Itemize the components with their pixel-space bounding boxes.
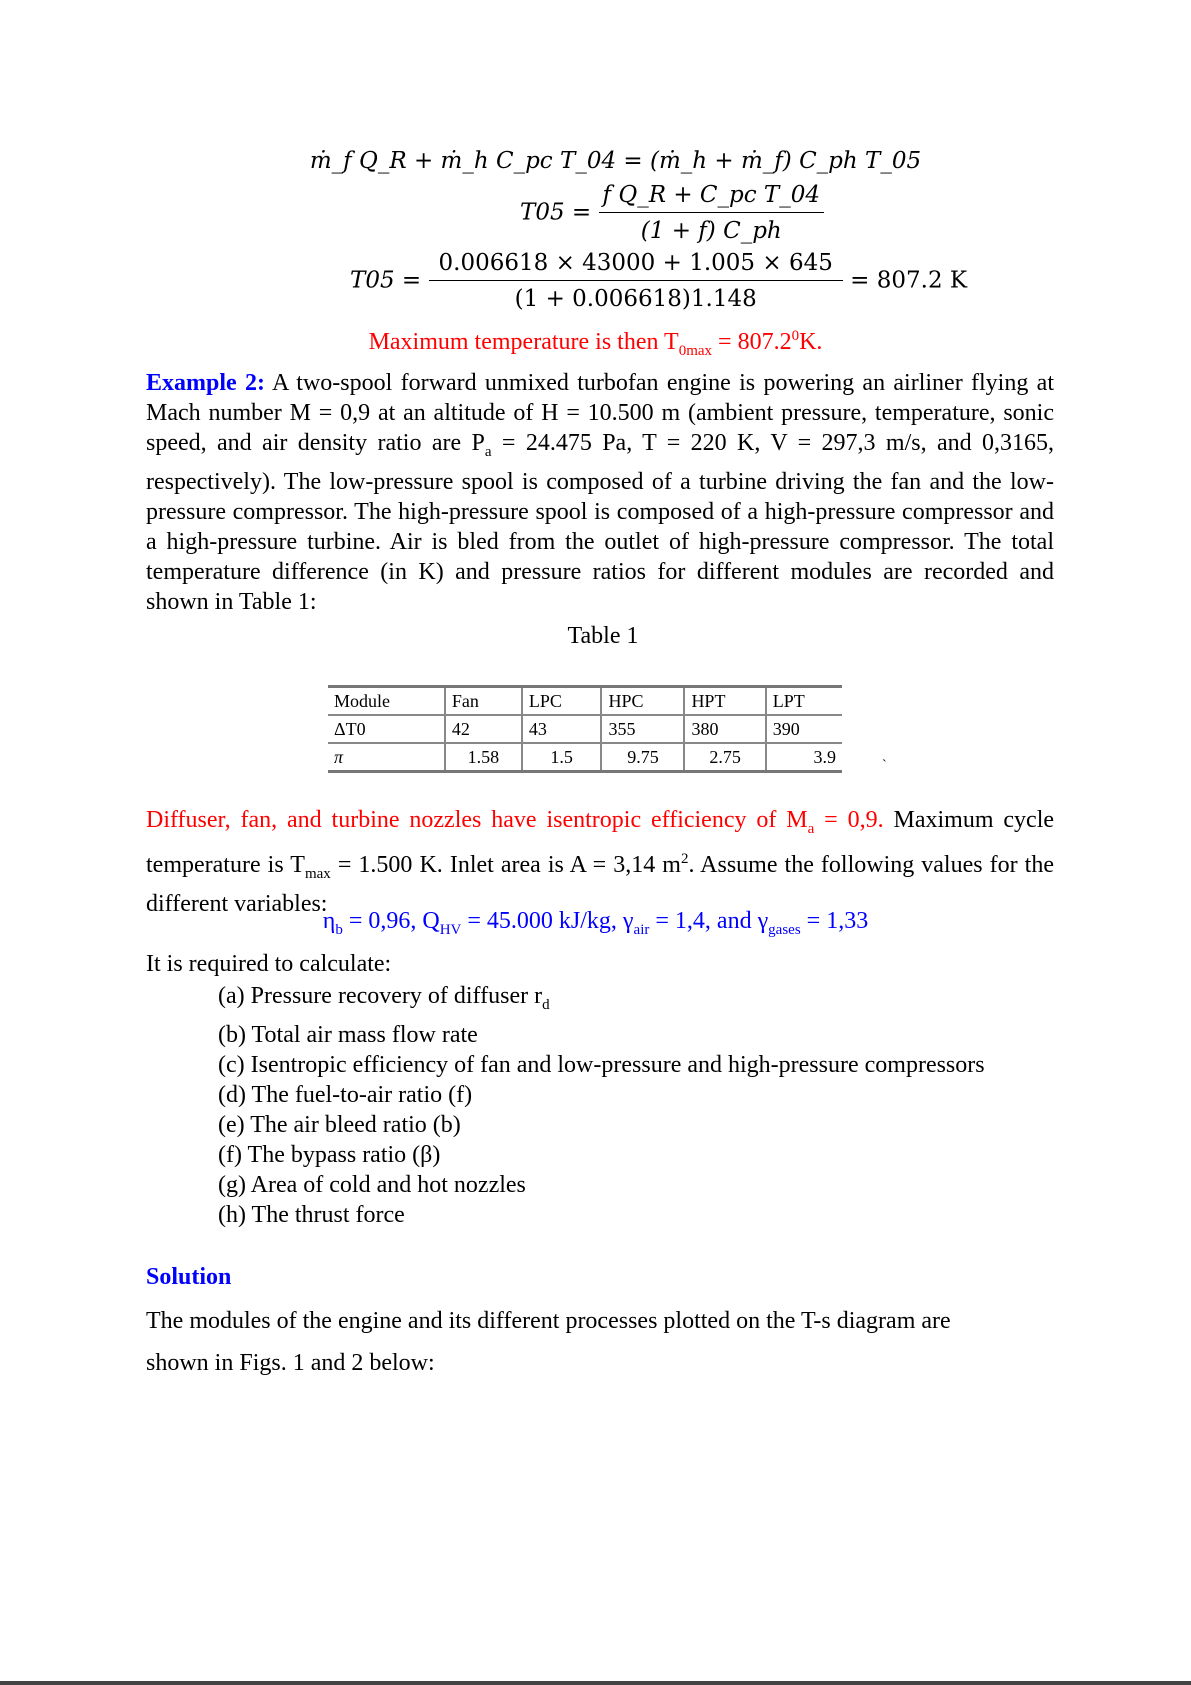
list-item: [218, 981, 985, 1020]
table-cell: Module: [328, 687, 445, 716]
required-list: [218, 981, 985, 1230]
numerator: 0.006618 × 43000 + 1.005 × 645: [429, 246, 843, 281]
numerator: f Q_R + C_pc T_04: [599, 178, 825, 213]
subscript: max: [304, 865, 331, 882]
list-item: (h) The thrust force: [218, 1201, 405, 1228]
diffuser-paragraph: [146, 805, 1054, 919]
list-item: (d) The fuel-to-air ratio (f): [218, 1081, 473, 1108]
equation-energy-balance: [0, 148, 1191, 174]
stray-mark: `: [882, 758, 887, 773]
subscript: d: [542, 996, 550, 1013]
solution-heading: Solution: [146, 1264, 232, 1290]
table-caption: Table 1: [567, 623, 639, 649]
text: = 24.475 Pa, T = 220 K, V = 297,3 m/s, and 0,3165, respectively). The low-pressure spool is composed of a turbine driving the fan and the low-pressure compressor. The high-pressure spool is composed of a high-pressure compressor and a high-pressure turbine. Air is bled from the outlet of high-pressure compressor. The total temperature difference (in K) and pressure ratios for different modules are recorded and shown in Table 1:: [146, 430, 1055, 615]
list-item: (g) Area of cold and hot nozzles: [218, 1171, 526, 1198]
text: = 0,96, Q: [342, 908, 440, 934]
table-cell: 1.5: [522, 743, 602, 772]
text: Maximum temperature is then T: [368, 329, 679, 355]
subscript: gases: [768, 921, 801, 938]
solution-line: The modules of the engine and its different processes plotted on the T-s diagram are: [146, 1308, 951, 1334]
table-cell: HPC: [601, 687, 684, 716]
text: = 45.000 kJ/kg, γ: [461, 908, 634, 934]
subscript: 0max: [678, 342, 713, 359]
table-cell: π: [328, 743, 445, 772]
table-row: [328, 743, 842, 772]
list-item: (f) The bypass ratio (β): [218, 1141, 441, 1168]
text: = 807.2: [712, 329, 792, 355]
subscript: a: [484, 443, 492, 460]
table-cell: 43: [522, 715, 602, 743]
text: = 0,9.: [814, 807, 884, 833]
table-header-row: [328, 687, 842, 716]
solution-line: shown in Figs. 1 and 2 below:: [146, 1350, 435, 1376]
subscript: b: [335, 921, 343, 938]
list-item: (c) Isentropic efficiency of fan and low-pressure and high-pressure compressors: [218, 1051, 985, 1078]
superscript: 0: [791, 328, 800, 344]
subscript: a: [807, 820, 815, 837]
table-cell: 355: [601, 715, 684, 743]
text: = 1.500 K. Inlet area is A = 3,14 m: [330, 851, 681, 878]
equation-t05-formula: [520, 178, 824, 249]
table-cell: 2.75: [684, 743, 765, 772]
fraction: [429, 246, 843, 317]
example-paragraph: [146, 368, 1054, 617]
required-intro: It is required to calculate:: [146, 951, 392, 977]
subscript: air: [633, 921, 650, 938]
table-cell: ΔT0: [328, 715, 445, 743]
list-item: (b) Total air mass flow rate: [218, 1021, 478, 1048]
text: K.: [799, 329, 823, 355]
text: A two-spool forward unmixed turbofan engine is powering an airliner flying at Mach number M = 0,9 at an altitude of H = 10.500 m (ambient pressure, temperature, sonic speed, and air density ratio are P: [146, 370, 1054, 456]
text: . Assume the following values for the different variables:: [146, 851, 1054, 917]
fraction: [599, 178, 825, 249]
equation-lhs: T05 =: [520, 199, 592, 226]
table-cell: HPT: [684, 687, 765, 716]
text: Maximum cycle temperature is T: [146, 807, 1055, 878]
table-cell: Fan: [445, 687, 522, 716]
table-row: [328, 715, 842, 743]
table-cell: LPT: [766, 687, 842, 716]
given-values-line: [0, 908, 1191, 939]
text: = 1,33: [800, 908, 869, 934]
table-cell: 1.58: [445, 743, 522, 772]
list-item: (e) The air bleed ratio (b): [218, 1111, 461, 1138]
text: Diffuser, fan, and turbine nozzles have isentropic efficiency of M: [146, 807, 808, 833]
table-cell: LPC: [522, 687, 602, 716]
table-cell: 3.9: [766, 743, 842, 772]
table-cell: 42: [445, 715, 522, 743]
equation-t05-numeric: [350, 246, 967, 317]
table-cell: 390: [766, 715, 842, 743]
denominator: (1 + f) C_ph: [640, 218, 782, 244]
equation-lhs: T05 =: [350, 267, 422, 294]
equation-result: = 807.2 K: [850, 267, 968, 294]
table-cell: 9.75: [601, 743, 684, 772]
text: η: [322, 908, 336, 934]
example-label: Example 2:: [146, 370, 265, 396]
table-cell: 380: [684, 715, 765, 743]
page-bottom-border: [0, 1681, 1191, 1685]
module-table: [328, 685, 842, 773]
equation-text: ṁ_f Q_R + ṁ_h C_pc T_04 = (ṁ_h + ṁ_f) C_ph T_05: [309, 148, 922, 174]
text: = 1,4, and γ: [649, 908, 769, 934]
denominator: (1 + 0.006618)1.148: [514, 286, 757, 312]
text: (a) Pressure recovery of diffuser r: [218, 983, 543, 1009]
max-temperature-statement: [0, 328, 1191, 360]
superscript: 2: [680, 850, 689, 867]
subscript: HV: [439, 921, 462, 938]
